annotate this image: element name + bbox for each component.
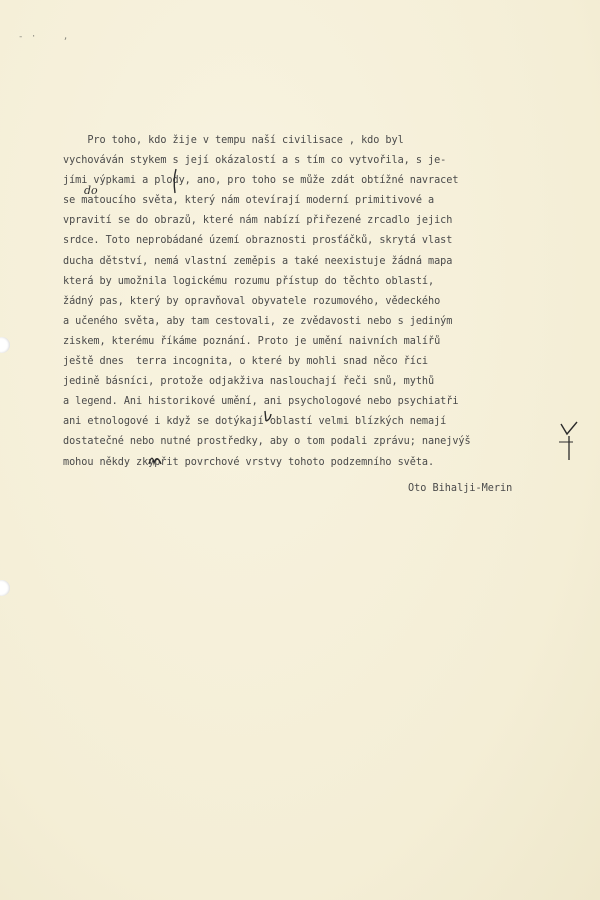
pen-correction-mark <box>263 409 273 423</box>
pen-correction-mark <box>148 452 164 466</box>
text-line: ziskem, kterému říkáme poznání. Proto je umění naivních malířů <box>63 335 441 347</box>
text-line: a legend. Ani historikové umění, ani psychologové nebo psychiatři <box>63 396 459 408</box>
author-signature: Oto Bihalji-Merin <box>408 483 513 494</box>
pen-correction-mark <box>170 168 180 194</box>
text-line: žádný pas, který by opravňoval obyvatele rozumového, vědeckého <box>63 295 441 307</box>
text-line: vpravití se do obrazů, které nám nabízí přiřezené zrcadlo jejich <box>63 215 453 227</box>
typed-paragraph <box>63 131 563 473</box>
text-line: ani etnologové i když se dotýkají oblastí velmi blízkých nemají <box>63 416 447 428</box>
corner-mark: - · , <box>18 32 70 42</box>
handwritten-insertion: do <box>84 184 98 197</box>
text-line: mohou někdy zkypřit povrchové vrstvy tohoto podzemního světa. <box>63 456 435 468</box>
text-line: jedině básníci, protože odjakživa naslouchají řeči snů, mythů <box>63 376 435 388</box>
text-line: a učeného světa, aby tam cestovali, ze zvědavosti nebo s jediným <box>63 315 453 327</box>
text-line: Pro toho, kdo žije v tempu naší civilisace , kdo byl <box>63 135 404 146</box>
text-line: se matoucího světa, který nám otevírají moderní primitivové a <box>63 195 435 207</box>
pen-margin-checkmark <box>557 420 600 464</box>
text-line: vychováván stykem s její okázalostí a s tím co vytvořila, s je- <box>63 155 447 167</box>
text-line: jími výpkami a plody, ano, pro toho se může zdát obtížné navracet <box>63 175 459 187</box>
punch-hole <box>0 580 10 596</box>
text-line: srdce. Toto neprobádané území obraznosti prosťáčků, skrytá vlast <box>63 235 453 247</box>
text-line: která by umožnila logickému rozumu přístup do těchto oblastí, <box>63 275 435 287</box>
text-line: ducha dětství, nemá vlastní zeměpis a také neexistuje žádná mapa <box>63 255 453 267</box>
punch-hole <box>0 337 10 353</box>
text-line: dostatečné nebo nutné prostředky, aby o tom podali zprávu; nanejvýš <box>63 436 471 448</box>
text-line: ještě dnes terra incognita, o které by mohli snad něco říci <box>63 356 429 368</box>
